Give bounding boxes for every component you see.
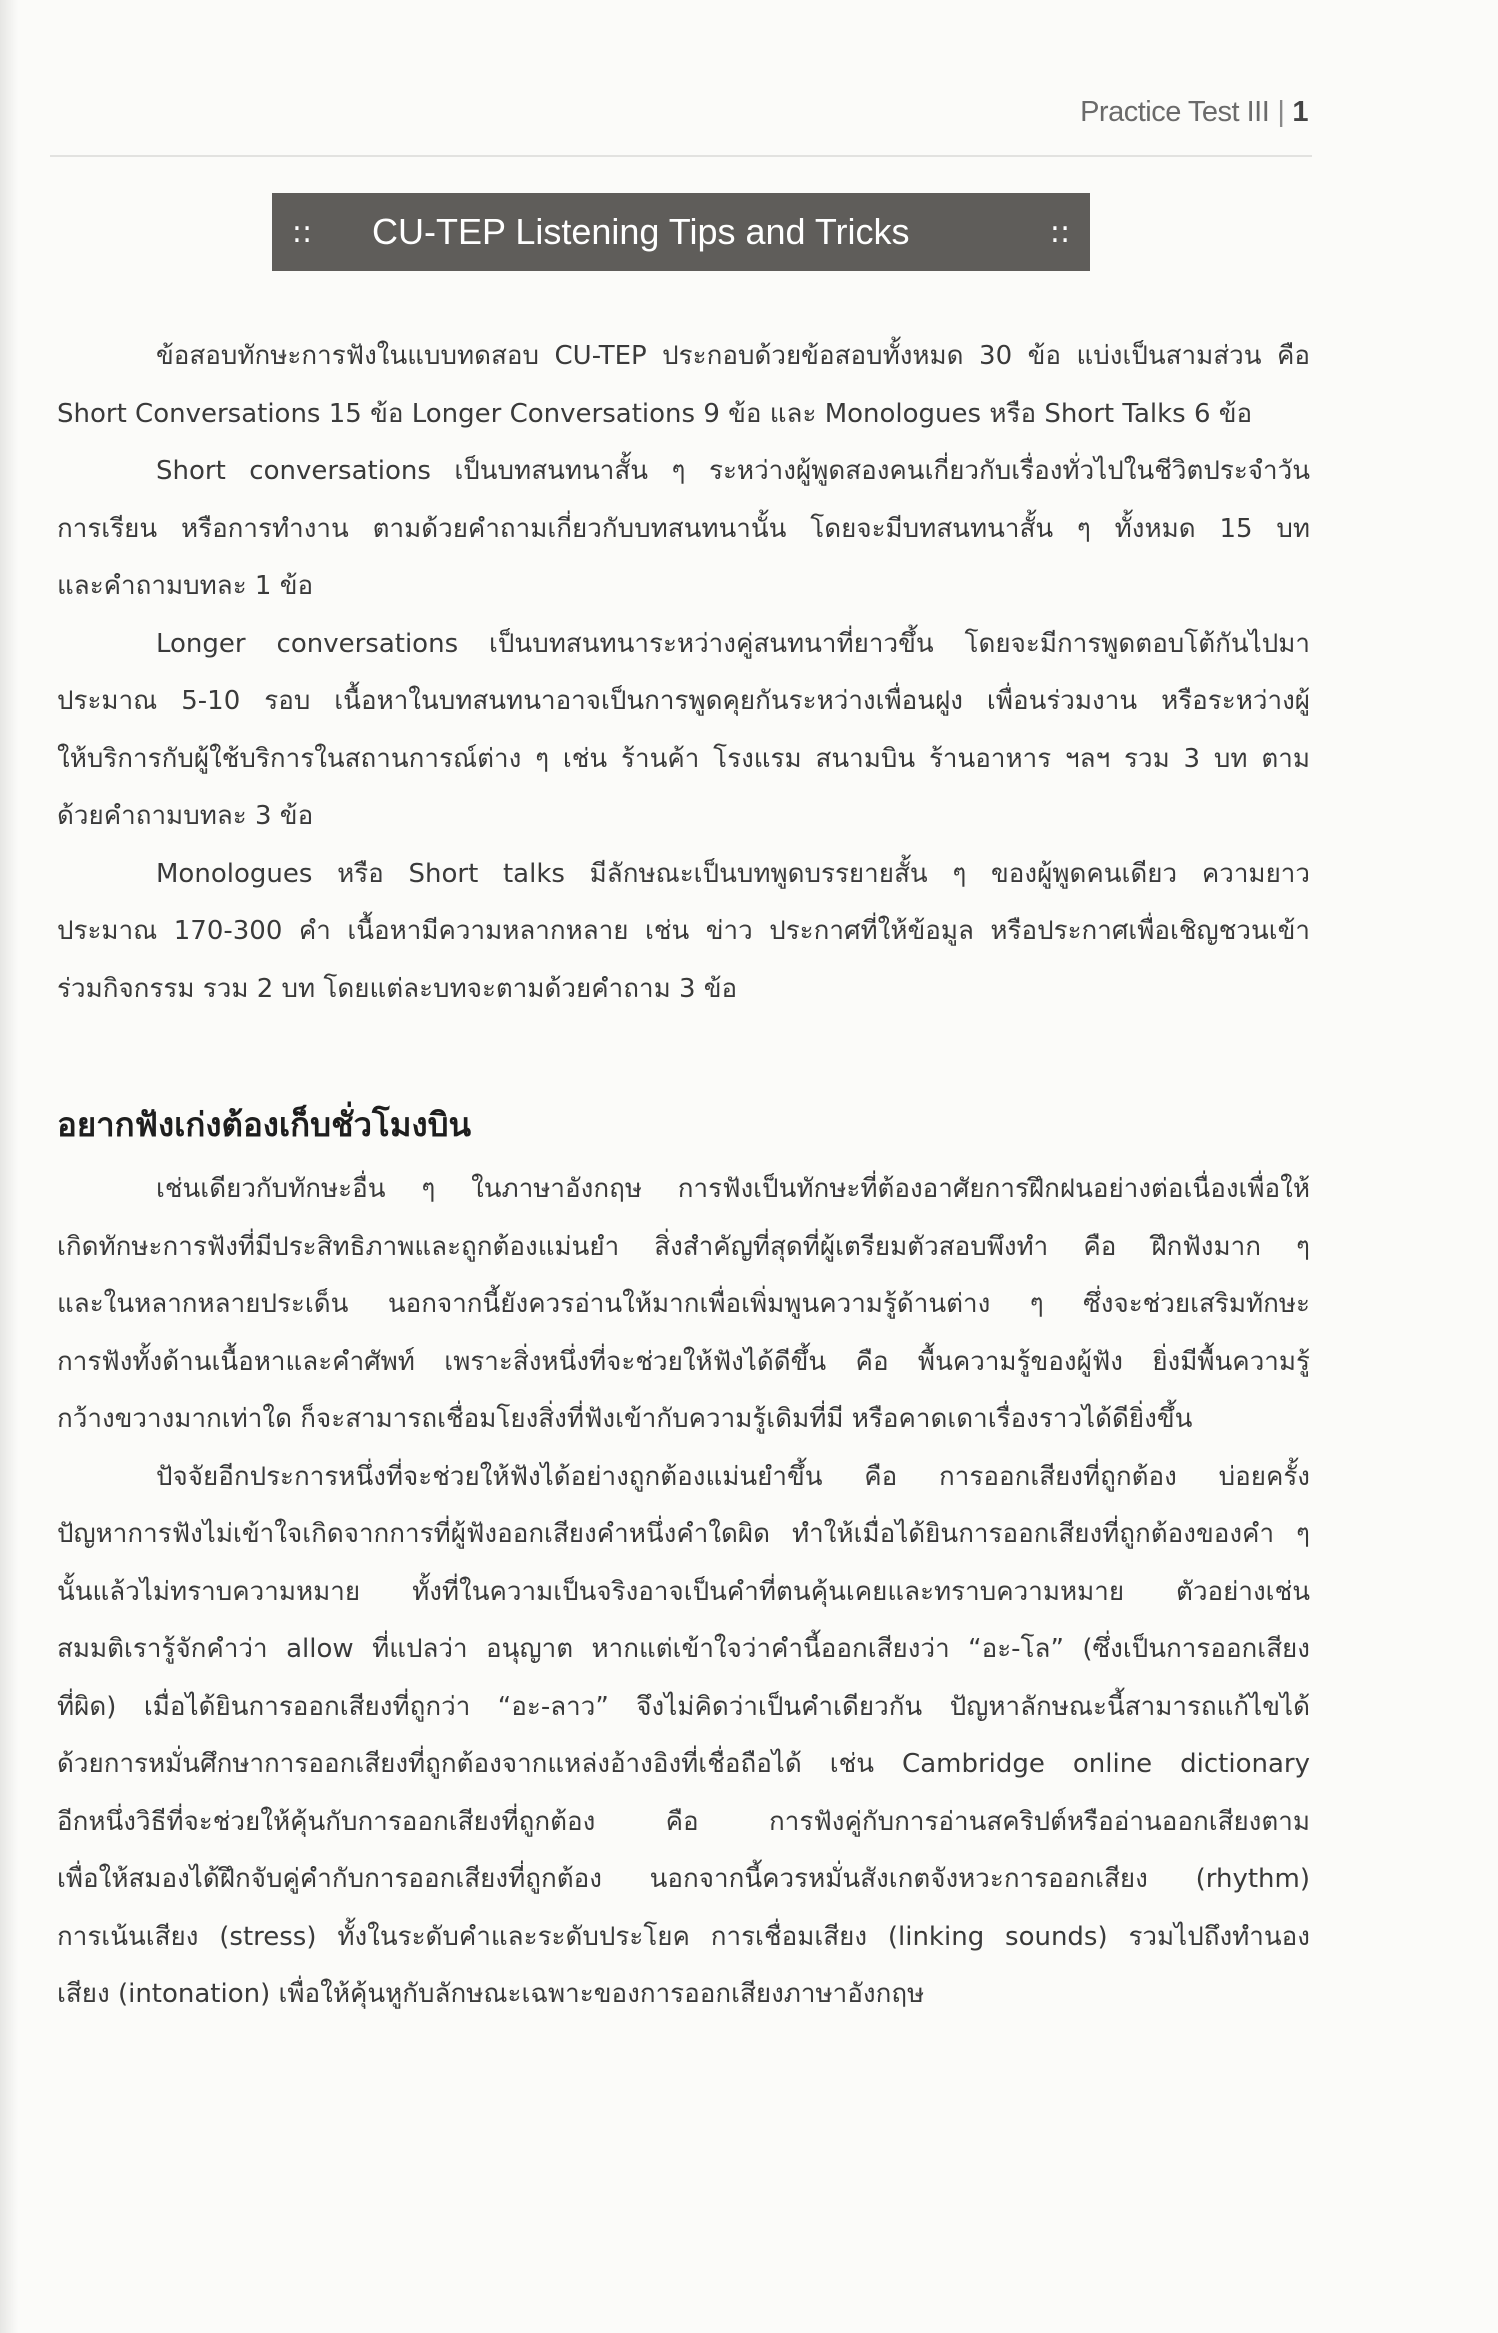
paragraph (57, 1161, 1310, 1449)
text-line: ประมาณ 170-300 คำ เนื้อหามีความหลากหลาย เช่น ข่าว ประกาศที่ให้ข้อมูล หรือประกาศเพื่อเชิญชวนเข้า (57, 916, 1310, 946)
header-rule (50, 155, 1312, 157)
paragraph (57, 846, 1310, 1019)
text-line: Short conversations เป็นบทสนทนาสั้น ๆ ระหว่างผู้พูดสองคนเกี่ยวกับเรื่องทั่วไปในชีวิตประจำวัน (156, 456, 1310, 486)
text-line: Longer conversations เป็นบทสนทนาระหว่างคู่สนทนาที่ยาวขึ้น โดยจะมีการพูดตอบโต้กันไปมา (156, 628, 1310, 659)
paragraph (57, 1449, 1310, 2024)
page-number: 1 (1292, 96, 1308, 128)
banner-left-mark: :: (291, 214, 313, 250)
text-line: นั้นแล้วไม่ทราบความหมาย ทั้งที่ในความเป็นจริงอาจเป็นคำที่ตนคุ้นเคยและทราบความหมาย ตัวอย่างเช่น (57, 1576, 1310, 1607)
running-title: Practice Test III (1080, 96, 1270, 128)
page-edge-shadow (0, 0, 18, 2333)
text-line: เสียง (intonation) เพื่อให้คุ้นหูกับลักษณะเฉพาะของการออกเสียงภาษาอังกฤษ (57, 1979, 925, 2009)
text-line: ข้อสอบทักษะการฟังในแบบทดสอบ CU-TEP ประกอบด้วยข้อสอบทั้งหมด 30 ข้อ แบ่งเป็นสามส่วน คือ (156, 341, 1310, 371)
text-line: Monologues หรือ Short talks มีลักษณะเป็นบทพูดบรรยายสั้น ๆ ของผู้พูดคนเดียว ความยาว (156, 858, 1310, 889)
text-line: กว้างขวางมากเท่าใด ก็จะสามารถเชื่อมโยงสิ่งที่ฟังเข้ากับความรู้เดิมที่มี หรือคาดเดาเรื่องราวได้ดียิ่งขึ้น (57, 1404, 1193, 1434)
text-line: สมมติเรารู้จักคำว่า allow ที่แปลว่า อนุญาต หากแต่เข้าใจว่าคำนี้ออกเสียงว่า “อะ-โล” (ซึ่งเป็นการออกเสียง (57, 1634, 1310, 1664)
paragraph (57, 328, 1310, 443)
header-separator: | (1277, 96, 1285, 128)
text-line: ให้บริการกับผู้ใช้บริการในสถานการณ์ต่าง ๆ เช่น ร้านค้า โรงแรม สนามบิน ร้านอาหาร ฯลฯ รวม 3 บท ตาม (57, 743, 1310, 774)
text-line: ปัจจัยอีกประการหนึ่งที่จะช่วยให้ฟังได้อย่างถูกต้องแม่นยำขึ้น คือ การออกเสียงที่ถูกต้อง บ่อยครั้ง (156, 1461, 1310, 1492)
text-line: เช่นเดียวกับทักษะอื่น ๆ ในภาษาอังกฤษ การฟังเป็นทักษะที่ต้องอาศัยการฝึกฝนอย่างต่อเนื่องเพื่อให้ (156, 1174, 1310, 1204)
text-line: ประมาณ 5-10 รอบ เนื้อหาในบทสนทนาอาจเป็นการพูดคุยกันระหว่างเพื่อนฝูง เพื่อนร่วมงาน หรือระหว่างผู้ (57, 686, 1310, 716)
text-line: และคำถามบทละ 1 ข้อ (57, 571, 314, 601)
text-line: เกิดทักษะการฟังที่มีประสิทธิภาพและถูกต้องแม่นยำ สิ่งสำคัญที่สุดที่ผู้เตรียมตัวสอบพึงทำ คือ ฝึกฟังมาก ๆ (57, 1231, 1310, 1262)
text-line: และในหลากหลายประเด็น นอกจากนี้ยังควรอ่านให้มากเพื่อเพิ่มพูนความรู้ด้านต่าง ๆ ซึ่งจะช่วยเสริมทักษะ (57, 1289, 1310, 1319)
text-line: ที่ผิด) เมื่อได้ยินการออกเสียงที่ถูกว่า “อะ-ลาว” จึงไม่คิดว่าเป็นคำเดียวกัน ปัญหาลักษณะนี้สามารถแก้ไขได้ (57, 1691, 1310, 1722)
section-body (57, 1161, 1310, 2024)
text-line: ร่วมกิจกรรม รวม 2 บท โดยแต่ละบทจะตามด้วยคำถาม 3 ข้อ (57, 973, 738, 1004)
banner-right-mark: :: (1049, 214, 1071, 250)
text-line: อีกหนึ่งวิธีที่จะช่วยให้คุ้นกับการออกเสียงที่ถูกต้อง คือ การฟังคู่กับการอ่านสคริปต์หรืออ่านออกเสียงตาม (57, 1806, 1310, 1837)
paragraph (57, 443, 1310, 616)
intro-text (57, 328, 1310, 1018)
text-line: ด้วยคำถามบทละ 3 ข้อ (57, 801, 314, 831)
text-line: การฟังทั้งด้านเนื้อหาและคำศัพท์ เพราะสิ่งหนึ่งที่จะช่วยให้ฟังได้ดีขึ้น คือ พื้นความรู้ของผู้ฟัง ยิ่งมีพื้นความรู้ (57, 1346, 1310, 1377)
section-banner (272, 193, 1090, 271)
text-line: Short Conversations 15 ข้อ Longer Conversations 9 ข้อ และ Monologues หรือ Short Talks 6 ข้อ (57, 398, 1253, 429)
paragraph (57, 616, 1310, 846)
banner-title: CU-TEP Listening Tips and Tricks (372, 211, 910, 252)
text-line: ด้วยการหมั่นศึกษาการออกเสียงที่ถูกต้องจากแหล่งอ้างอิงที่เชื่อถือได้ เช่น Cambridge online dictionary (57, 1749, 1310, 1779)
text-line: ปัญหาการฟังไม่เข้าใจเกิดจากการที่ผู้ฟังออกเสียงคำหนึ่งคำใดผิด ทำให้เมื่อได้ยินการออกเสียงที่ถูกต้องของคำ ๆ (57, 1519, 1310, 1549)
text-line: เพื่อให้สมองได้ฝึกจับคู่คำกับการออกเสียงที่ถูกต้อง นอกจากนี้ควรหมั่นสังเกตจังหวะการออกเสียง (rhythm) (57, 1864, 1310, 1894)
running-header (1080, 96, 1308, 129)
text-line: การเรียน หรือการทำงาน ตามด้วยคำถามเกี่ยวกับบทสนทนานั้น โดยจะมีบทสนทนาสั้น ๆ ทั้งหมด 15 บท (57, 513, 1310, 544)
section-heading: อยากฟังเก่งต้องเก็บชั่วโมงบิน (57, 1105, 472, 1144)
text-line: การเน้นเสียง (stress) ทั้งในระดับคำและระดับประโยค การเชื่อมเสียง (linking sounds) รวมไปถึงทำนอง (57, 1921, 1310, 1952)
